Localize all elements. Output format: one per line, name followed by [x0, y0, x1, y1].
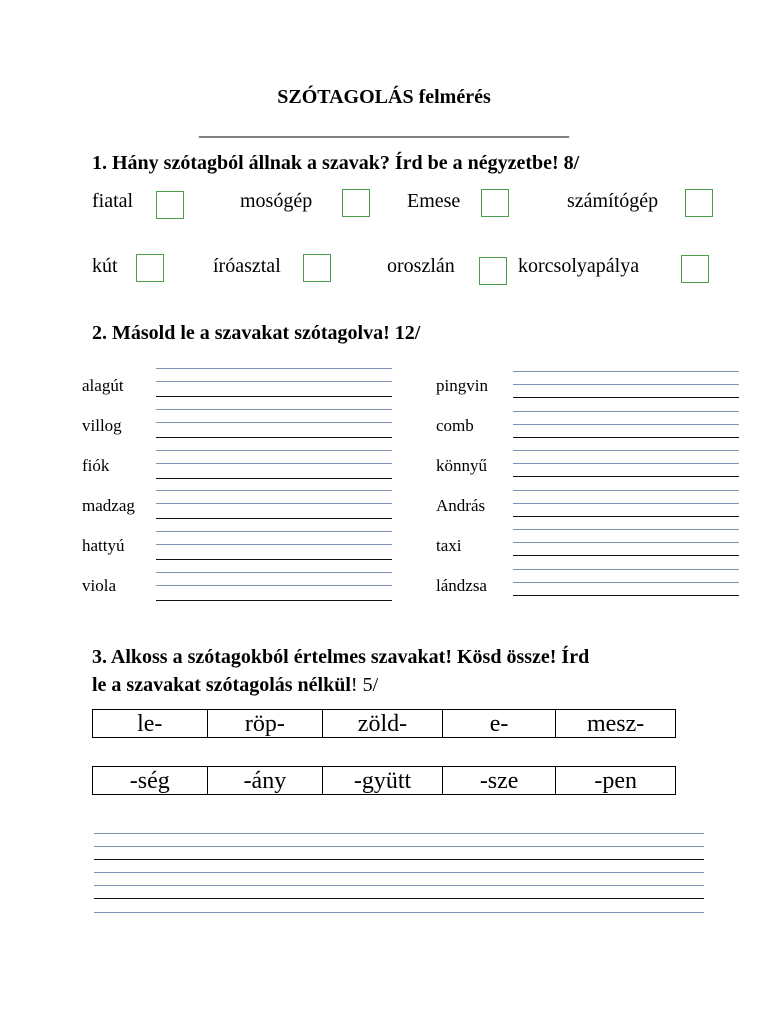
task2-word: András [436, 496, 486, 515]
writing-line [513, 450, 739, 451]
writing-line [156, 490, 392, 491]
syllable-cell[interactable]: -ség [93, 767, 208, 795]
answer-box[interactable] [685, 189, 713, 217]
writing-line [156, 585, 392, 586]
task2-word: alagút [82, 376, 124, 395]
syllable-cell[interactable]: le- [93, 710, 208, 738]
task2-heading: 2. Másold le a szavakat szótagolva! 12/ [92, 322, 421, 344]
answer-box[interactable] [479, 257, 507, 285]
task2-word: viola [82, 576, 116, 595]
writing-line [513, 411, 739, 412]
writing-line [156, 518, 392, 519]
task2-word: villog [82, 416, 122, 435]
writing-line [156, 600, 392, 601]
task2-word: pingvin [436, 376, 488, 395]
writing-line [156, 422, 392, 423]
syllable-cell[interactable]: zöld- [323, 710, 443, 738]
writing-line [513, 595, 739, 596]
writing-line [513, 437, 739, 438]
syllable-cell[interactable]: e- [442, 710, 556, 738]
page-title: SZÓTAGOLÁS felmérés [277, 86, 491, 108]
writing-line [156, 368, 392, 369]
task2-word: taxi [436, 536, 462, 555]
writing-line [513, 503, 739, 504]
writing-line [156, 450, 392, 451]
answer-box[interactable] [303, 254, 331, 282]
writing-line [94, 846, 704, 847]
writing-line [156, 381, 392, 382]
writing-line [513, 371, 739, 372]
answer-box[interactable] [681, 255, 709, 283]
answer-box[interactable] [156, 191, 184, 219]
writing-line [156, 544, 392, 545]
task1-word: számítógép [567, 190, 659, 212]
syllable-cell[interactable]: mesz- [556, 710, 676, 738]
writing-line [513, 384, 739, 385]
writing-line [513, 555, 739, 556]
syllable-cell[interactable]: -ány [207, 767, 323, 795]
task1-heading: 1. Hány szótagból állnak a szavak? Írd be a négyzetbe! 8/ [92, 152, 580, 174]
task3-heading-line1: 3. Alkoss a szótagokból értelmes szavakat! Kösd össze! Írd [92, 646, 590, 668]
title-underline: _____________________________________ [199, 118, 569, 140]
writing-line [94, 859, 704, 860]
answer-box[interactable] [136, 254, 164, 282]
writing-line [513, 542, 739, 543]
writing-line [156, 559, 392, 560]
task2-word: comb [436, 416, 474, 435]
writing-line [156, 478, 392, 479]
writing-line [156, 396, 392, 397]
task1-word: Emese [407, 190, 461, 212]
syllable-table-top [92, 709, 676, 738]
task3-heading-line2: le a szavakat szótagolás nélkül! 5/ [92, 674, 379, 696]
task1-word: korcsolyapálya [518, 255, 640, 277]
task2-word: hattyú [82, 536, 125, 555]
writing-line [513, 569, 739, 570]
writing-line [513, 516, 739, 517]
writing-line [94, 912, 704, 913]
task1-word: fiatal [92, 190, 134, 212]
writing-line [156, 572, 392, 573]
writing-line [513, 476, 739, 477]
task1-word: oroszlán [387, 255, 455, 277]
writing-line [156, 503, 392, 504]
writing-line [156, 409, 392, 410]
writing-line [156, 463, 392, 464]
writing-line [513, 397, 739, 398]
task1-word: kút [92, 255, 118, 277]
writing-line [513, 463, 739, 464]
writing-line [513, 490, 739, 491]
writing-line [513, 424, 739, 425]
answer-box[interactable] [342, 189, 370, 217]
syllable-cell[interactable]: -sze [442, 767, 556, 795]
syllable-cell[interactable]: -pen [556, 767, 676, 795]
task2-word: madzag [82, 496, 135, 515]
task2-word: könnyű [436, 456, 487, 475]
writing-line [513, 582, 739, 583]
writing-line [156, 531, 392, 532]
writing-line [513, 529, 739, 530]
task2-word: lándzsa [436, 576, 487, 595]
writing-line [94, 872, 704, 873]
writing-line [94, 898, 704, 899]
writing-line [94, 885, 704, 886]
syllable-cell[interactable]: -gyütt [323, 767, 443, 795]
answer-box[interactable] [481, 189, 509, 217]
task1-word: mosógép [240, 190, 313, 212]
task2-word: fiók [82, 456, 110, 475]
writing-line [94, 833, 704, 834]
syllable-cell[interactable]: röp- [207, 710, 323, 738]
syllable-table-bottom [92, 766, 676, 795]
task1-word: íróasztal [213, 255, 281, 277]
writing-line [156, 437, 392, 438]
